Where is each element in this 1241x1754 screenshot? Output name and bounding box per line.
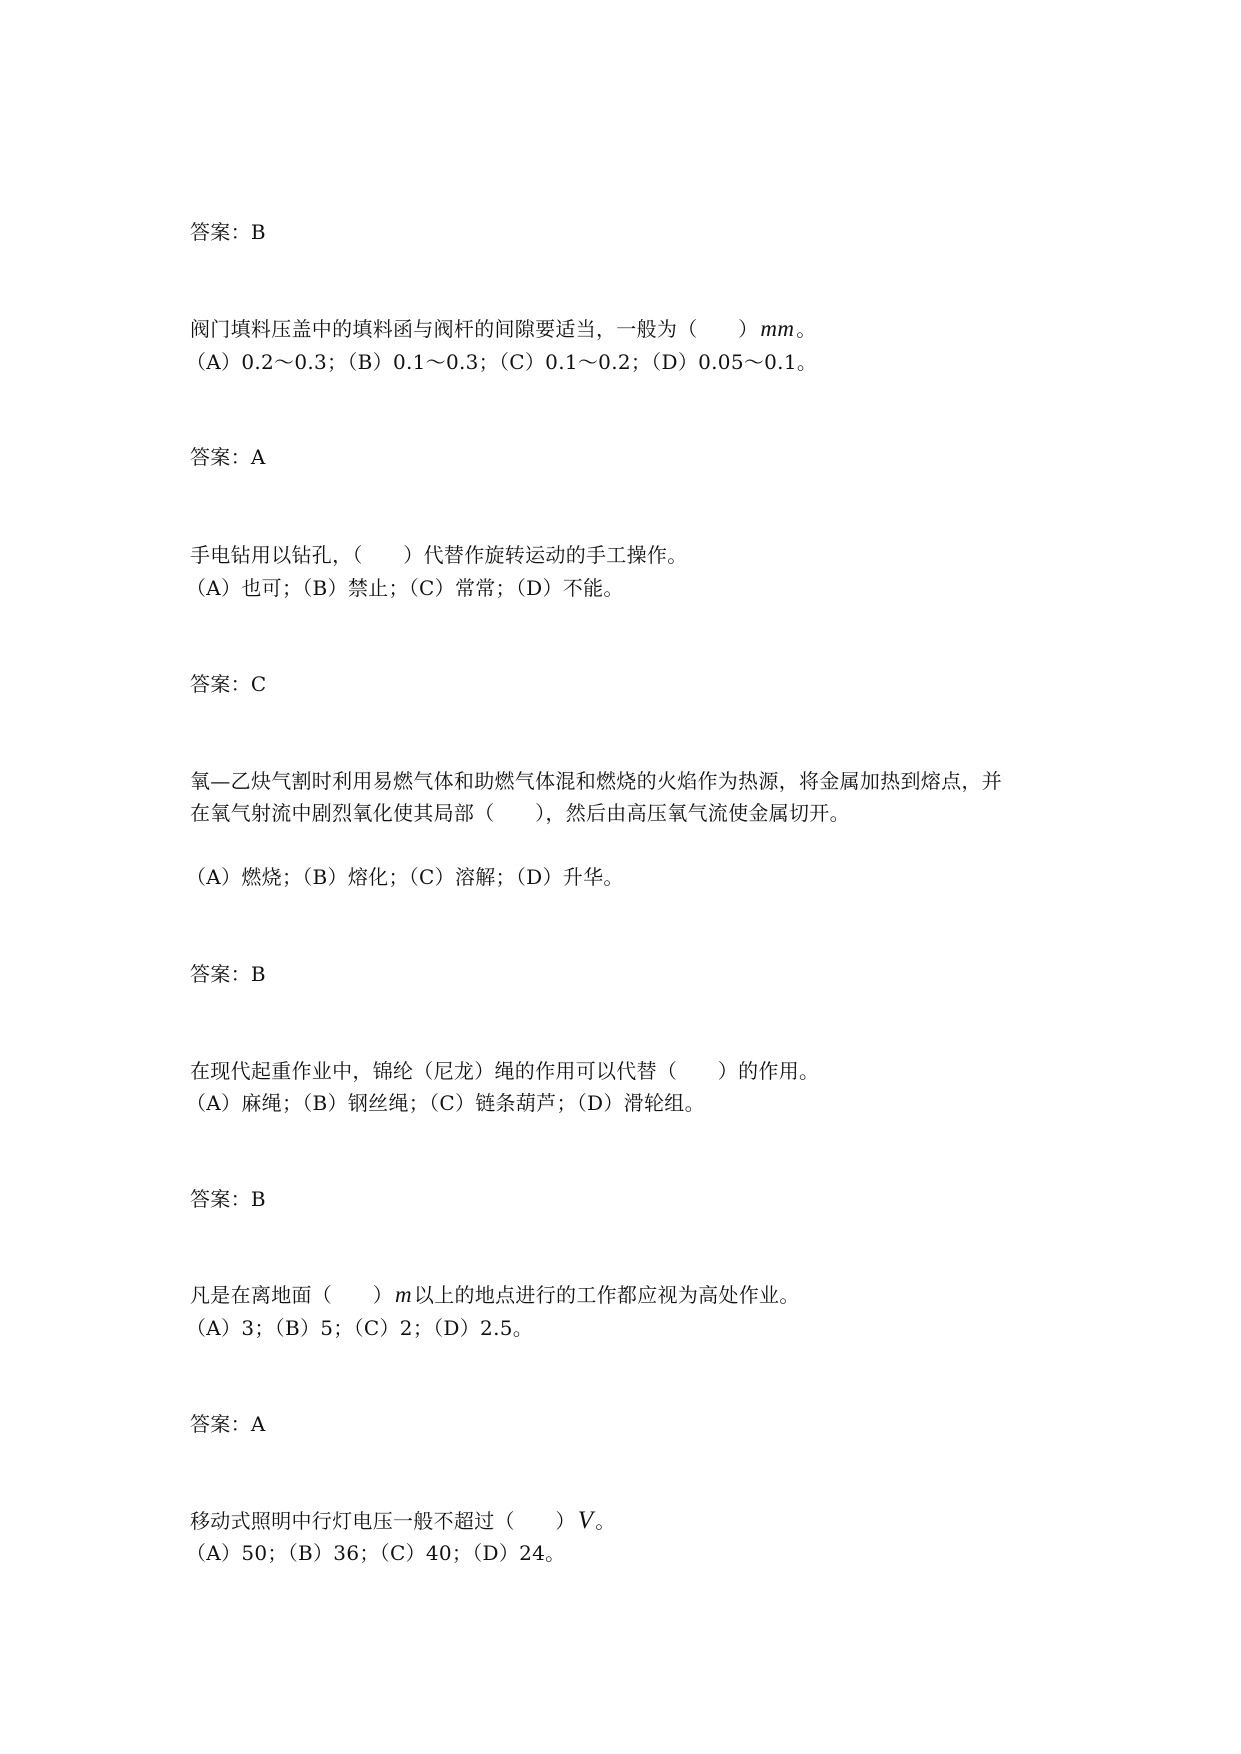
question-text-part: 阀门填料压盖中的填料函与阀杆的间隙要适当，一般为（ ） bbox=[190, 317, 759, 341]
question-text bbox=[190, 1509, 616, 1533]
unit-symbol: m bbox=[395, 1282, 412, 1307]
unit-symbol: mm bbox=[760, 316, 795, 341]
options-text: （A）50；（B）36；（C）40；（D）24。 bbox=[186, 1541, 566, 1565]
question-text-part: 凡是在离地面（ ） bbox=[190, 1283, 393, 1307]
options-text: （A）也可；（B）禁止；（C）常常；（D）不能。 bbox=[186, 576, 624, 600]
answer-text: 答案：A bbox=[190, 1412, 266, 1436]
question-text bbox=[190, 1283, 800, 1307]
answer-text: 答案：A bbox=[190, 445, 266, 469]
question-text: 氧—乙炔气割时利用易燃气体和助燃气体混和燃烧的火焰作为热源，将金属加热到熔点，并 bbox=[190, 769, 1002, 793]
answer-text: 答案：B bbox=[190, 962, 266, 986]
options-text: （A）0.2～0.3；（B）0.1～0.3；（C）0.1～0.2；（D）0.05～0.1。 bbox=[186, 350, 818, 374]
question-text: 在氧气射流中剧烈氧化使其局部（ ），然后由高压氧气流使金属切开。 bbox=[190, 801, 850, 825]
question-text bbox=[190, 317, 817, 341]
question-text-part: 。 bbox=[595, 1509, 616, 1533]
answer-text: 答案：B bbox=[190, 1187, 266, 1211]
question-text-part: 。 bbox=[796, 317, 817, 341]
unit-symbol: V bbox=[577, 1507, 594, 1534]
answer-text: 答案：C bbox=[190, 672, 267, 696]
answer-text: 答案：B bbox=[190, 220, 266, 244]
options-text: （A）麻绳；（B）钢丝绳；（C）链条葫芦；（D）滑轮组。 bbox=[186, 1091, 705, 1115]
options-text: （A）燃烧；（B）熔化；（C）溶解；（D）升华。 bbox=[186, 865, 624, 889]
question-text: 手电钻用以钻孔，（ ）代替作旋转运动的手工操作。 bbox=[190, 543, 688, 567]
question-text-part: 以上的地点进行的工作都应视为高处作业。 bbox=[413, 1283, 800, 1307]
question-text: 在现代起重作业中，锦纶（尼龙）绳的作用可以代替（ ）的作用。 bbox=[190, 1059, 820, 1083]
options-text: （A）3；（B）5；（C）2；（D）2.5。 bbox=[186, 1316, 534, 1340]
question-text-part: 移动式照明中行灯电压一般不超过（ ） bbox=[190, 1509, 576, 1533]
